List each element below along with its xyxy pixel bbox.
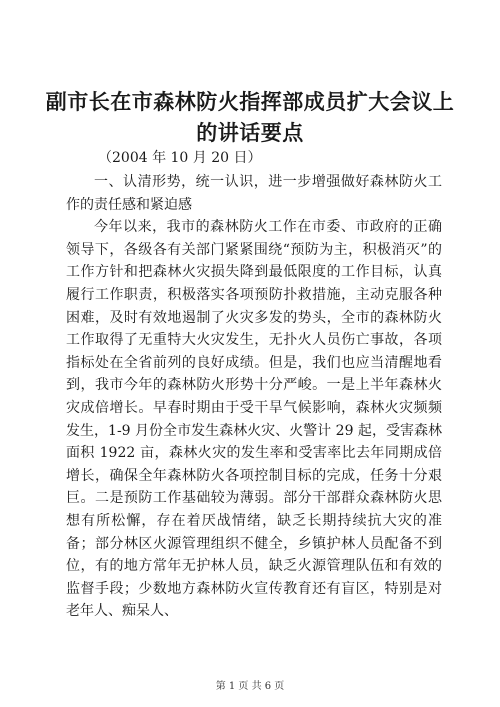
body-paragraph: 今年以来，我市的森林防火工作在市委、市政府的正确领导下，各级各有关部门紧紧围绕“预防为主，积极消灭”的工作方针和把森林火灾损失降到最低限度的工作目标，认真履行工作职责，积极落实各项预防扑救措施，主动克服各种困难，及时有效地遏制了火灾多发的势头，全市的森林防火工作取得了无重特大火灾发生，无扑火人员伤亡事故，各项指标处在全省前列的良好成绩。但是，我们也应当清醒地看到，我市今年的森林防火形势十分严峻。一是上半年森林火灾成倍增长。早春时期由于受干旱气候影响，森林火灾频频发生，1-9 月份全市发生森林火灾、火警计 29 起，受害森林面积 1922 亩，森林火灾的发生率和受害率比去年同期成倍增长，确保全年森林防火各项控制目标的完成，任务十分艰巨。二是预防工作基础较为薄弱。部分干部群众森林防火思想有所松懈，存在着厌战情绪，缺乏长期持续抗大灾的准备；部分林区火源管理组织不健全，乡镇护林人员配备不到位，有的地方常年无护林人员，缺乏火源管理队伍和有效的监督手段；少数地方森林防火宣传教育还有盲区，特别是对老年人、痴呆人、 bbox=[66, 219, 442, 620]
document-date: （2004 年 10 月 20 日） bbox=[98, 150, 262, 166]
document-title: 副市长在市森林防火指挥部成员扩大会议上的讲话要点 bbox=[45, 89, 455, 145]
document-body bbox=[66, 171, 442, 623]
section-heading: 一、认清形势，统一认识，进一步增强做好森林防火工作的责任感和紧迫感 bbox=[66, 174, 442, 213]
page-footer: 第 1 页 共 6 页 bbox=[215, 681, 285, 692]
